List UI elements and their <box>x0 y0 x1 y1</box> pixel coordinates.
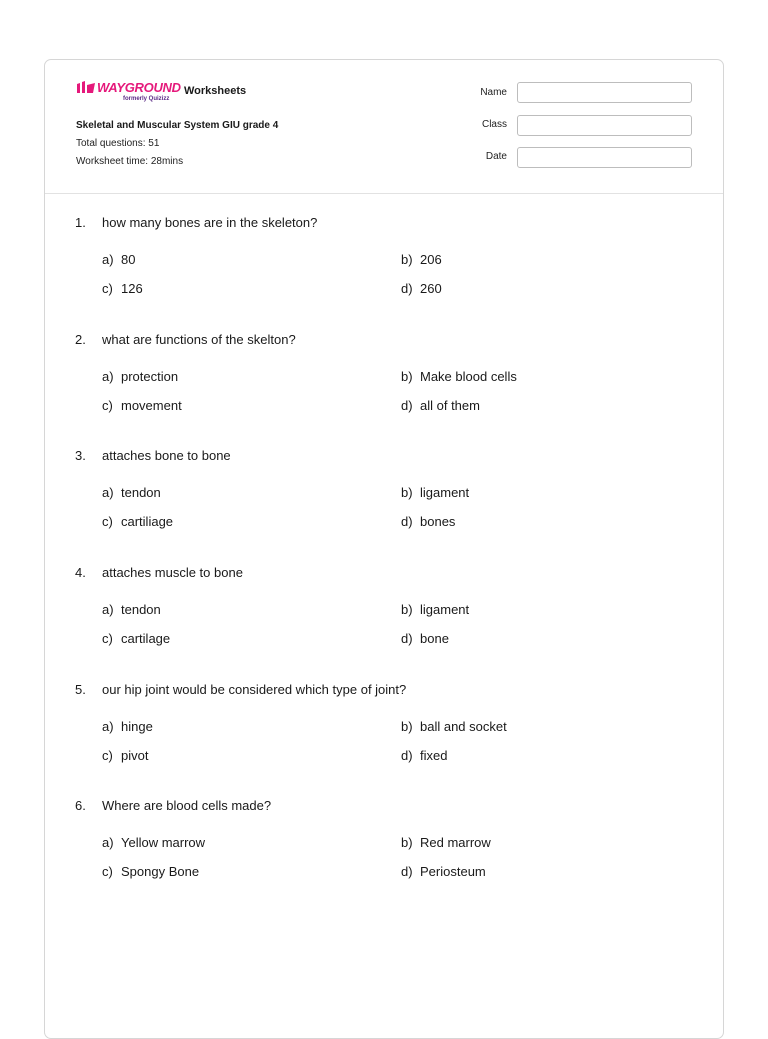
option-text: cartilage <box>121 631 171 646</box>
answer-option[interactable] <box>102 398 182 413</box>
option-letter: d) <box>401 514 413 529</box>
worksheet-title: Skeletal and Muscular System GIU grade 4 <box>76 120 279 131</box>
question-number: 2. <box>75 332 86 347</box>
answer-option[interactable] <box>102 748 148 763</box>
answer-option[interactable] <box>102 719 153 734</box>
option-text: Spongy Bone <box>121 864 200 879</box>
class-label: Class <box>481 119 507 130</box>
wayground-mark-icon <box>76 81 96 95</box>
date-field[interactable] <box>517 147 692 168</box>
option-text: Yellow marrow <box>121 835 206 850</box>
option-text: 126 <box>121 281 143 296</box>
logo-wordmark: WAYGROUND <box>97 80 181 95</box>
option-text: ball and socket <box>420 719 507 734</box>
option-letter: b) <box>401 602 413 617</box>
option-letter: b) <box>401 835 413 850</box>
answer-option[interactable] <box>102 281 143 296</box>
question-number: 1. <box>75 215 86 230</box>
option-text: cartiliage <box>121 514 174 529</box>
question-number: 3. <box>75 448 86 463</box>
answer-option[interactable] <box>401 369 517 384</box>
option-letter: d) <box>401 281 413 296</box>
answer-option[interactable] <box>401 485 469 500</box>
answer-option[interactable] <box>102 485 161 500</box>
option-letter: b) <box>401 719 413 734</box>
answer-option[interactable] <box>401 835 491 850</box>
answer-option[interactable] <box>102 835 205 850</box>
option-letter: d) <box>401 398 413 413</box>
option-letter: c) <box>102 748 113 763</box>
question-text: attaches muscle to bone <box>102 565 243 580</box>
question-text: attaches bone to bone <box>102 448 231 463</box>
option-letter: c) <box>102 514 113 529</box>
option-text: 260 <box>420 281 442 296</box>
answer-option[interactable] <box>401 398 480 413</box>
brand-label: Worksheets <box>184 85 247 97</box>
option-text: bones <box>420 514 456 529</box>
option-letter: c) <box>102 631 113 646</box>
option-text: movement <box>121 398 182 413</box>
option-letter: b) <box>401 252 413 267</box>
answer-option[interactable] <box>401 514 455 529</box>
worksheet-header <box>45 60 723 194</box>
option-letter: a) <box>102 719 114 734</box>
option-text: bone <box>420 631 449 646</box>
question-text: what are functions of the skelton? <box>102 332 296 347</box>
question-text: Where are blood cells made? <box>102 798 272 813</box>
option-letter: c) <box>102 281 113 296</box>
option-letter: a) <box>102 252 114 267</box>
option-letter: a) <box>102 369 114 384</box>
option-letter: c) <box>102 398 113 413</box>
option-letter: b) <box>401 369 413 384</box>
worksheet-time: Worksheet time: 28mins <box>76 156 184 167</box>
question-number: 6. <box>75 798 86 813</box>
answer-option[interactable] <box>401 252 442 267</box>
option-letter: c) <box>102 864 113 879</box>
option-text: Periosteum <box>420 864 486 879</box>
worksheet-page <box>44 59 724 1039</box>
option-text: hinge <box>121 719 153 734</box>
option-text: 206 <box>420 252 442 267</box>
option-text: fixed <box>420 748 448 763</box>
answer-option[interactable] <box>102 369 178 384</box>
answer-option[interactable] <box>401 748 447 763</box>
option-letter: b) <box>401 485 413 500</box>
answer-option[interactable] <box>401 864 486 879</box>
option-letter: a) <box>102 835 114 850</box>
option-letter: d) <box>401 748 413 763</box>
option-text: protection <box>121 369 179 384</box>
answer-option[interactable] <box>102 631 170 646</box>
class-field[interactable] <box>517 115 692 136</box>
answer-option[interactable] <box>102 864 199 879</box>
answer-option[interactable] <box>401 281 442 296</box>
option-text: tendon <box>121 602 161 617</box>
option-text: pivot <box>121 748 149 763</box>
option-text: all of them <box>420 398 480 413</box>
option-text: Red marrow <box>420 835 491 850</box>
answer-option[interactable] <box>102 602 161 617</box>
option-text: Make blood cells <box>420 369 517 384</box>
question-text: our hip joint would be considered which type of joint? <box>102 682 407 697</box>
option-letter: d) <box>401 864 413 879</box>
question-number: 4. <box>75 565 86 580</box>
answer-option[interactable] <box>401 719 507 734</box>
option-letter: a) <box>102 602 114 617</box>
logo-subtext: formerly Quizizz <box>123 96 170 102</box>
option-text: ligament <box>420 602 470 617</box>
answer-option[interactable] <box>102 252 135 267</box>
option-text: tendon <box>121 485 161 500</box>
answer-option[interactable] <box>401 631 449 646</box>
total-questions: Total questions: 51 <box>76 138 160 149</box>
date-label: Date <box>485 151 507 162</box>
name-field[interactable] <box>517 82 692 103</box>
option-text: ligament <box>420 485 470 500</box>
answer-option[interactable] <box>102 514 173 529</box>
option-text: 80 <box>121 252 136 267</box>
question-number: 5. <box>75 682 86 697</box>
answer-option[interactable] <box>401 602 469 617</box>
question-text: how many bones are in the skeleton? <box>102 215 318 230</box>
option-letter: d) <box>401 631 413 646</box>
option-letter: a) <box>102 485 114 500</box>
name-label: Name <box>480 87 507 98</box>
wayground-logo <box>76 80 182 110</box>
